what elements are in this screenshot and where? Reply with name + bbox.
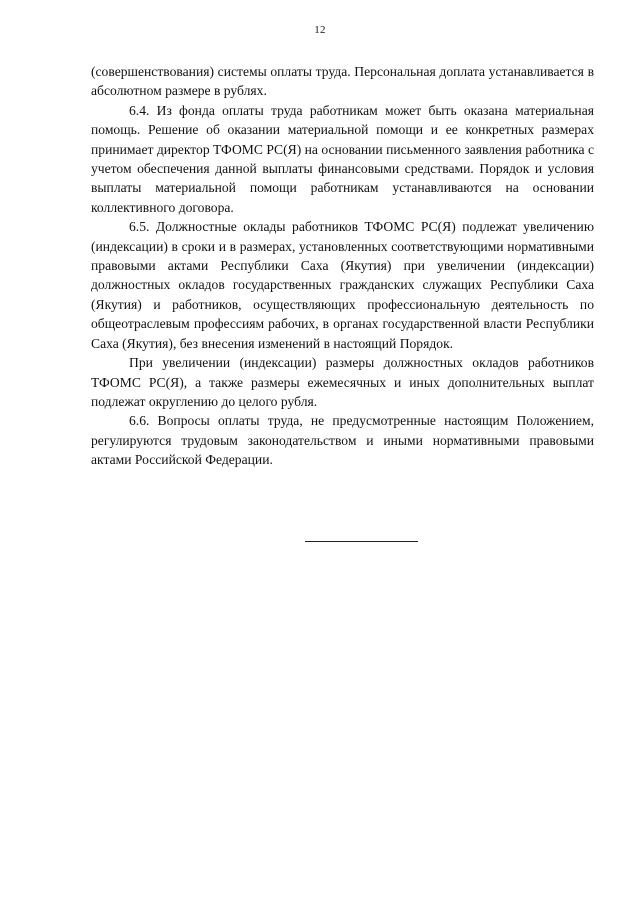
paragraph-indexation: При увеличении (индексации) размеры должностных окладов работников ТФОМС РС(Я), а также размеры ежемесячных и иных дополнительных выплат подлежат округлению до целого рубля. <box>91 355 594 409</box>
paragraph-continuation: (совершенствования) системы оплаты труда. Персональная доплата устанавливается в абсолютном размере в рублях. <box>91 64 594 99</box>
paragraph-6-5: 6.5. Должностные оклады работников ТФОМС РС(Я) подлежат увеличению (индексации) в сроки и в размерах, установленных соответствующими нормативными правовыми актами Республики Саха (Якутия) при увеличении (индексации) должностных окладов государственных гражданских служащих Республики Саха (Якутия) и работников, осуществляющих профессиональную деятельность по общеотраслевым профессиям рабочих, в органах государственной власти Республики Саха (Якутия), без внесения изменений в настоящий Порядок. <box>91 219 594 351</box>
paragraph-6-4: 6.4. Из фонда оплаты труда работникам может быть оказана материальная помощь. Решение об оказании материальной помощи и ее конкретных размерах принимает директор ТФОМС РС(Я) на основании письменного заявления работника с учетом обеспечения данной выплаты финансовыми средствами. Порядок и условия выплаты материальной помощи работникам устанавливаются на основании коллективного договора. <box>91 102 594 215</box>
paragraph-6-6: 6.6. Вопросы оплаты труда, не предусмотренные настоящим Положением, регулируются трудовым законодательством и иными нормативными правовыми актами Российской Федерации. <box>91 413 594 468</box>
document-body <box>91 62 594 470</box>
end-separator-line <box>305 541 418 542</box>
page-number: 12 <box>314 24 326 36</box>
